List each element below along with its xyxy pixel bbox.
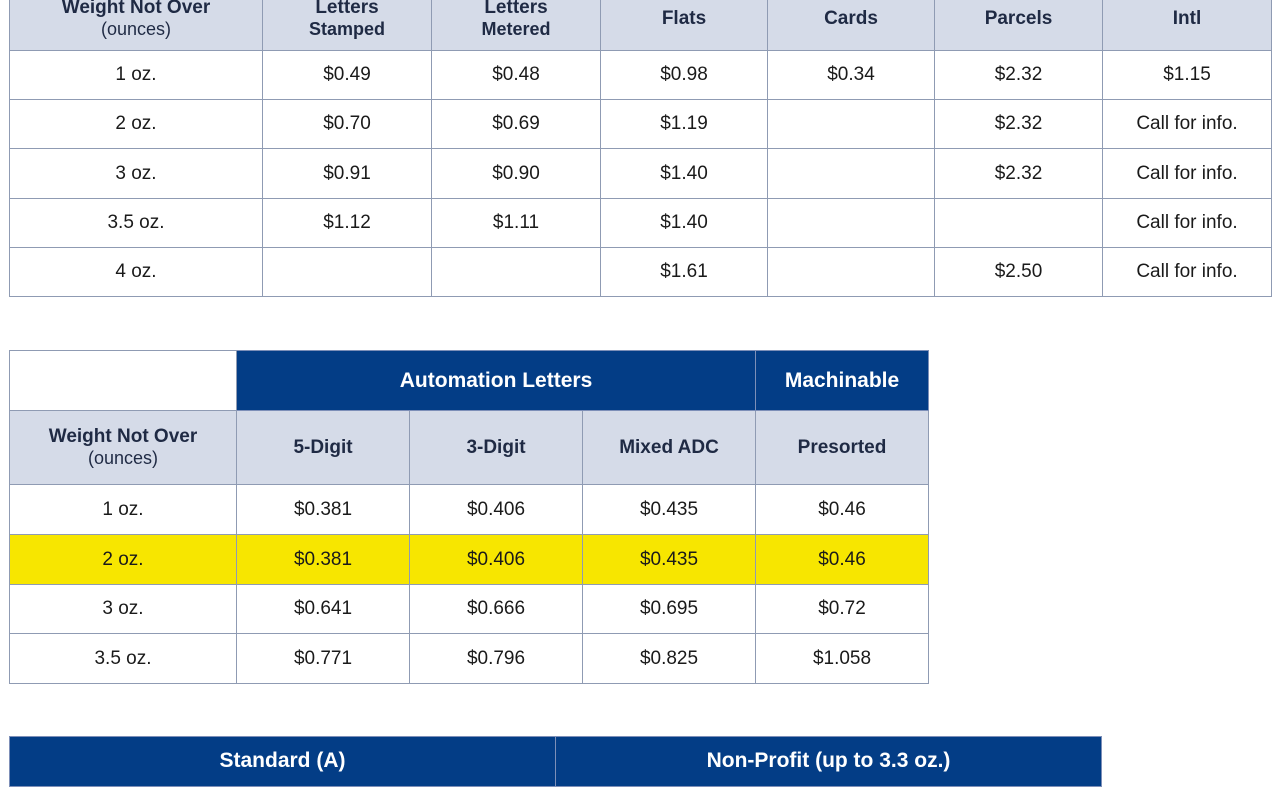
table-cell: $1.61 <box>601 248 768 297</box>
table-cell <box>768 149 935 199</box>
table-cell: $0.695 <box>583 585 756 634</box>
header-cards: Cards <box>768 0 935 51</box>
header-parcels: Parcels <box>935 0 1103 51</box>
presorted-rates-table <box>9 350 929 684</box>
table-cell <box>768 248 935 297</box>
table-cell: $0.406 <box>410 485 583 535</box>
table-cell: $1.19 <box>601 100 768 149</box>
table-cell: $0.91 <box>263 149 432 199</box>
header-machinable: Machinable <box>756 351 929 411</box>
header-letters-metered: Letters Metered <box>432 0 601 51</box>
table-cell: 3 oz. <box>10 585 237 634</box>
header-mixed-adc: Mixed ADC <box>583 411 756 485</box>
table-row <box>10 100 1272 149</box>
table-cell: $0.435 <box>583 535 756 585</box>
table-cell: $2.32 <box>935 51 1103 100</box>
table-row <box>10 248 1272 297</box>
table-cell: $0.381 <box>237 485 410 535</box>
table-cell: $0.48 <box>432 51 601 100</box>
table-cell: $0.34 <box>768 51 935 100</box>
table2-sub-header-row <box>10 411 929 485</box>
header-5-digit: 5-Digit <box>237 411 410 485</box>
table-row <box>10 585 929 634</box>
header-standard-a: Standard (A) <box>10 737 556 787</box>
table-row <box>10 485 929 535</box>
table-cell: $0.49 <box>263 51 432 100</box>
table-cell: $1.11 <box>432 199 601 248</box>
table-cell: 3.5 oz. <box>10 634 237 684</box>
table-cell: 3 oz. <box>10 149 263 199</box>
highlighted-table-row <box>10 535 929 585</box>
table-cell: Call for info. <box>1103 199 1272 248</box>
header-weight: Weight Not Over (ounces) <box>10 0 263 51</box>
table-cell: 1 oz. <box>10 485 237 535</box>
table-row <box>10 199 1272 248</box>
header-weight: Weight Not Over (ounces) <box>10 411 237 485</box>
table-cell: $0.98 <box>601 51 768 100</box>
table-cell: 2 oz. <box>10 100 263 149</box>
table-cell: $2.50 <box>935 248 1103 297</box>
header-presorted: Presorted <box>756 411 929 485</box>
table-cell: Call for info. <box>1103 149 1272 199</box>
table2-corner-cell <box>10 351 237 411</box>
table-row <box>10 51 1272 100</box>
table-row <box>10 634 929 684</box>
first-class-rates-table <box>9 0 1272 297</box>
table-cell <box>263 248 432 297</box>
table2-group-header-row <box>10 351 929 411</box>
table-cell <box>432 248 601 297</box>
table-cell: $0.641 <box>237 585 410 634</box>
header-intl: Intl <box>1103 0 1272 51</box>
header-automation-letters: Automation Letters <box>237 351 756 411</box>
table-cell <box>768 199 935 248</box>
table-cell: $0.381 <box>237 535 410 585</box>
table-cell: $0.666 <box>410 585 583 634</box>
table-cell: $0.406 <box>410 535 583 585</box>
table-cell: $0.90 <box>432 149 601 199</box>
table-cell: 3.5 oz. <box>10 199 263 248</box>
table-cell: $0.46 <box>756 535 929 585</box>
table-cell: $0.72 <box>756 585 929 634</box>
table-cell: $1.40 <box>601 149 768 199</box>
header-letters-stamped: Letters Stamped <box>263 0 432 51</box>
table-cell: 2 oz. <box>10 535 237 585</box>
header-flats: Flats <box>601 0 768 51</box>
table-cell: $0.771 <box>237 634 410 684</box>
header-non-profit: Non-Profit (up to 3.3 oz.) <box>556 737 1102 787</box>
table-cell: $0.46 <box>756 485 929 535</box>
table-cell: Call for info. <box>1103 248 1272 297</box>
standard-rates-table <box>9 736 1102 787</box>
table-cell <box>768 100 935 149</box>
table-cell <box>935 199 1103 248</box>
table3-header-row <box>10 737 1102 787</box>
table-cell: $0.435 <box>583 485 756 535</box>
table-cell: $1.12 <box>263 199 432 248</box>
table-cell: $0.69 <box>432 100 601 149</box>
table1-header-row <box>10 0 1272 51</box>
header-3-digit: 3-Digit <box>410 411 583 485</box>
table-cell: 1 oz. <box>10 51 263 100</box>
table-cell: $2.32 <box>935 100 1103 149</box>
table-cell: $0.70 <box>263 100 432 149</box>
table-cell: $0.825 <box>583 634 756 684</box>
table-cell: $1.058 <box>756 634 929 684</box>
table-cell: $1.40 <box>601 199 768 248</box>
table-cell: $2.32 <box>935 149 1103 199</box>
table-cell: $1.15 <box>1103 51 1272 100</box>
table-row <box>10 149 1272 199</box>
table-cell: Call for info. <box>1103 100 1272 149</box>
table-cell: $0.796 <box>410 634 583 684</box>
table-cell: 4 oz. <box>10 248 263 297</box>
